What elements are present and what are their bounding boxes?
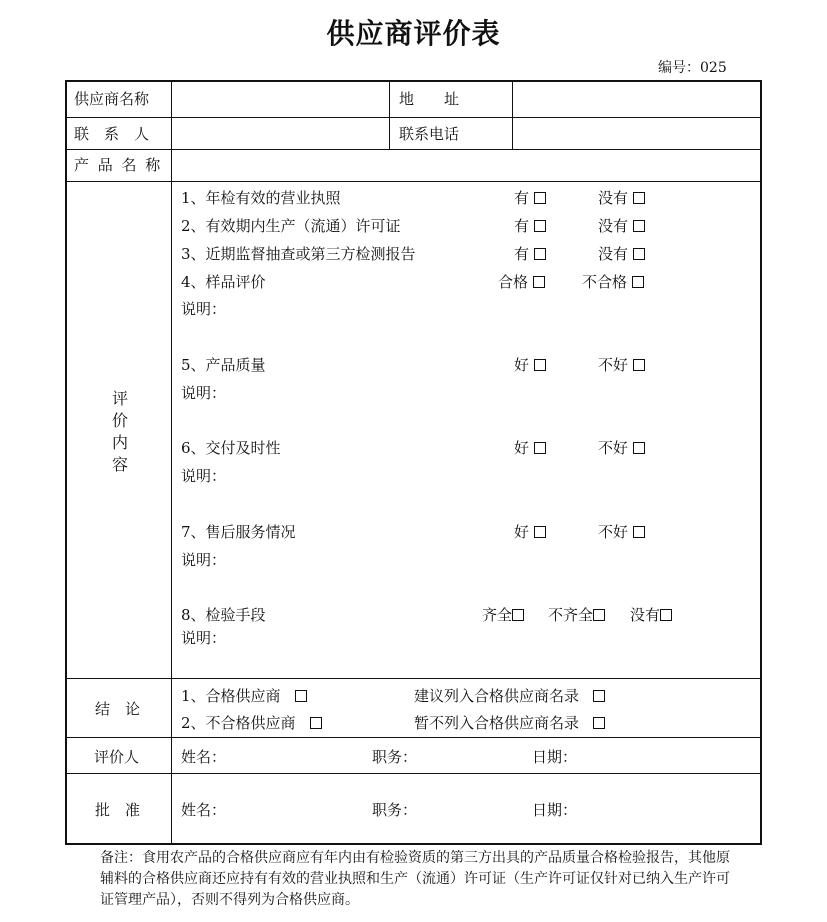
contact-label: 联 系 人 [74,125,150,143]
checkbox[interactable] [534,220,546,232]
approval-date-label: 日期： [532,801,578,819]
page-title: 供应商评价表 [326,17,501,50]
evaluation-section-label [110,388,130,476]
eval-option-1[interactable] [514,219,546,234]
evaluator-name-label: 姓名： [181,748,227,766]
table-border-left [65,80,67,845]
eval-option-1[interactable] [514,247,546,262]
checkbox[interactable] [534,192,546,204]
address-label: 地 址 [399,90,460,108]
evaluator-date-label: 日期： [532,748,578,766]
eval-note-label: 说明： [181,384,227,402]
eval-option-2[interactable] [598,191,645,206]
option-label: 不好 [598,356,629,374]
column-divider [512,80,513,149]
evaluator-label: 评价人 [94,748,140,766]
checkbox[interactable] [310,717,322,729]
checkbox[interactable] [534,442,546,454]
eval-note-label: 说明： [181,629,227,647]
option-label: 有 [514,189,530,207]
eval-option-2[interactable] [598,525,645,540]
checkbox[interactable] [534,248,546,260]
phone-label: 联系电话 [399,125,460,143]
row-divider [65,773,762,774]
option-label: 不好 [598,439,629,457]
option-label: 不好 [598,523,629,541]
column-divider [389,80,390,149]
eval-note-label: 说明： [181,551,227,569]
eval-option-2[interactable] [598,358,645,373]
checkbox[interactable] [633,442,645,454]
checkbox[interactable] [534,526,546,538]
checkbox[interactable] [533,276,545,288]
checkbox[interactable] [633,248,645,260]
option-label: 没有 [598,217,629,235]
option-label: 1、合格供应商 [181,687,281,705]
option-label: 合格 [498,273,529,291]
contact-field[interactable] [173,119,388,148]
option-label: 暂不列入合格供应商名录 [414,714,580,732]
eval-item-text: 3、近期监督抽查或第三方检测报告 [181,245,416,263]
approval-label: 批 准 [95,801,141,819]
eval-option-2[interactable] [598,441,645,456]
option-label: 没有 [598,189,629,207]
conclusion-unqualified[interactable] [181,716,322,731]
checkbox[interactable] [593,609,605,621]
eval-item-text: 6、交付及时性 [181,439,281,457]
address-field[interactable] [514,82,759,116]
eval-item-text: 1、年检有效的营业执照 [181,189,341,207]
option-label: 没有 [630,606,661,624]
checkbox[interactable] [633,192,645,204]
checkbox[interactable] [512,609,524,621]
checkbox[interactable] [593,717,605,729]
row-divider [65,678,762,679]
evaluator-position-label: 职务： [372,748,418,766]
checkbox[interactable] [633,526,645,538]
eval-option-2[interactable] [548,608,605,623]
phone-field[interactable] [514,119,759,148]
checkbox[interactable] [295,690,307,702]
section-label-char: 内 [111,433,128,452]
section-label-char: 价 [111,411,128,430]
checkbox[interactable] [633,220,645,232]
option-label: 有 [514,245,530,263]
eval-item-text: 5、产品质量 [181,356,266,374]
section-label-char: 容 [111,455,128,474]
row-divider [65,737,762,738]
checkbox[interactable] [632,276,644,288]
table-border-right [760,80,762,845]
row-divider [65,181,762,182]
eval-option-1[interactable] [514,358,546,373]
table-border-bottom [65,843,762,845]
eval-option-1[interactable] [514,441,546,456]
conclusion-suggest-not-list[interactable] [414,716,605,731]
eval-option-2[interactable] [582,275,644,290]
checkbox[interactable] [633,359,645,371]
eval-item-text: 4、样品评价 [181,273,266,291]
eval-option-2[interactable] [598,219,645,234]
supplier-name-field[interactable] [173,82,388,116]
approval-name-label: 姓名： [181,801,227,819]
eval-item-text: 2、有效期内生产（流通）许可证 [181,217,401,235]
row-divider [65,117,762,118]
option-label: 好 [514,439,530,457]
approval-position-label: 职务： [372,801,418,819]
option-label: 没有 [598,245,629,263]
section-label-char: 评 [111,389,128,408]
product-name-field[interactable] [173,151,759,180]
option-label: 2、不合格供应商 [181,714,296,732]
checkbox[interactable] [593,690,605,702]
footnote: 备注：食用农产品的合格供应商应有年内由有检验资质的第三方出具的产品质量合格检验报告，其他原辅料的合格供应商还应持有有效的营业执照和生产（流通）许可证（生产许可证仅针对已纳入生产许可证管理产品），否则不得列为合格供应商。 [100,850,730,908]
option-label: 好 [514,356,530,374]
conclusion-label: 结 论 [95,700,141,718]
option-label: 有 [514,217,530,235]
eval-option-1[interactable] [498,275,545,290]
option-label: 不合格 [582,273,628,291]
checkbox[interactable] [534,359,546,371]
eval-option-3[interactable] [630,608,672,623]
eval-item-text: 8、检验手段 [181,606,266,624]
column-divider [171,80,172,845]
conclusion-suggest-list[interactable] [414,689,605,704]
document-number: 编号：025 [658,60,727,76]
eval-option-2[interactable] [598,247,645,262]
eval-option-1[interactable] [482,608,524,623]
option-label: 建议列入合格供应商名录 [414,687,580,705]
conclusion-qualified[interactable] [181,689,307,704]
checkbox[interactable] [660,609,672,621]
product-name-label: 产 品 名 称 [74,156,163,174]
row-divider [65,149,762,150]
option-label: 不齐全 [548,606,594,624]
supplier-name-label: 供应商名称 [74,90,150,108]
eval-option-1[interactable] [514,525,546,540]
eval-note-label: 说明： [181,467,227,485]
eval-item-text: 7、售后服务情况 [181,523,296,541]
eval-option-1[interactable] [514,191,546,206]
eval-note-label: 说明： [181,300,227,318]
option-label: 好 [514,523,530,541]
option-label: 齐全 [482,606,513,624]
